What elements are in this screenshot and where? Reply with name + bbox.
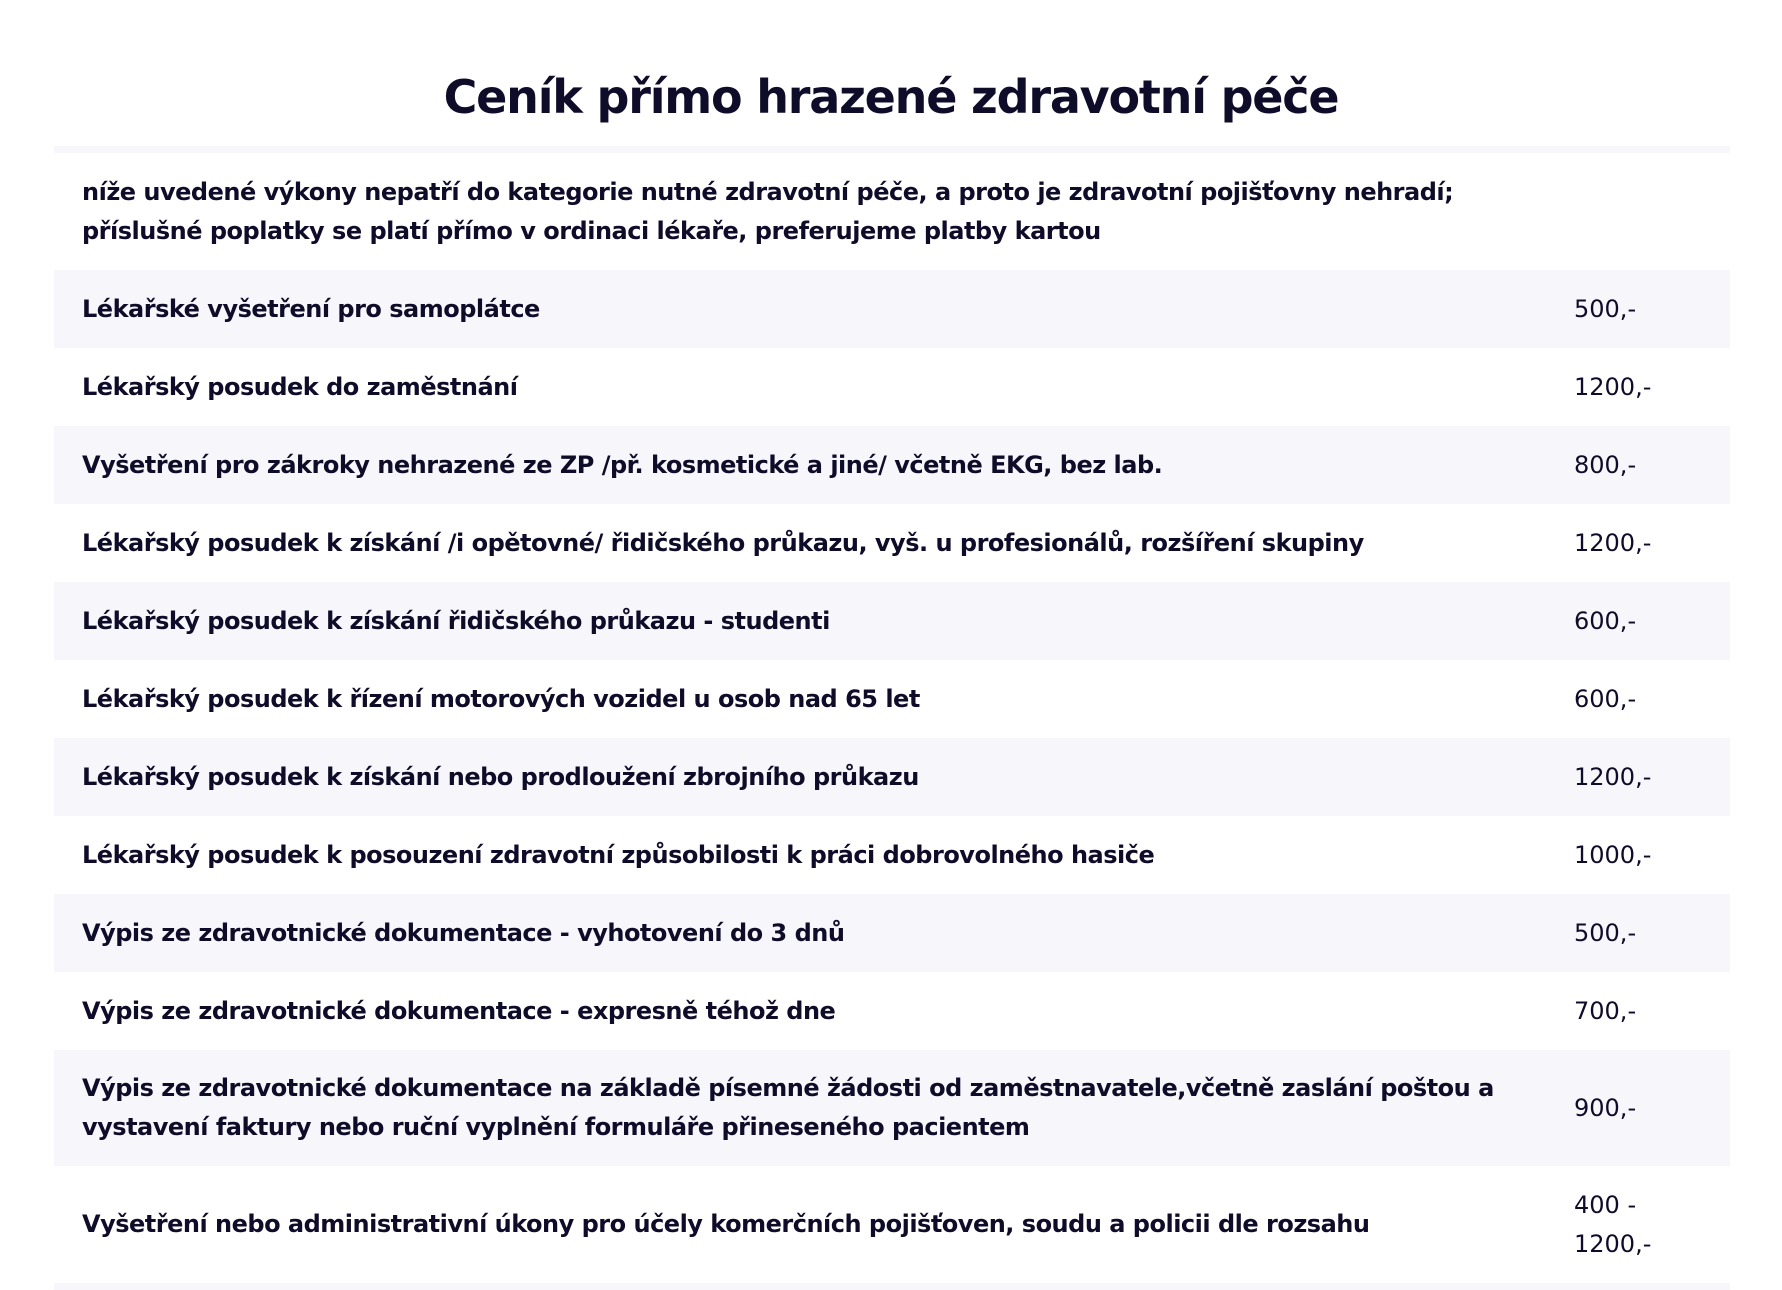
service-price: 900,- xyxy=(1574,1050,1730,1166)
intro-note xyxy=(54,153,1730,270)
table-row xyxy=(54,348,1730,426)
service-name: Lékařský posudek k řízení motorových vozidel u osob nad 65 let xyxy=(54,660,1574,738)
table-row xyxy=(54,582,1730,660)
table-bottom-edge xyxy=(54,1283,1730,1290)
service-name: Lékařský posudek k získání řidičského průkazu - studenti xyxy=(54,582,1574,660)
service-price: 800,- xyxy=(1574,426,1730,504)
intro-line-2: příslušné poplatky se platí přímo v ordinaci lékaře, preferujeme platby kartou xyxy=(82,216,1101,245)
table-row xyxy=(54,972,1730,1050)
service-price: 600,- xyxy=(1574,582,1730,660)
service-price: 1000,- xyxy=(1574,816,1730,894)
service-name: Lékařský posudek k získání nebo prodloužení zbrojního průkazu xyxy=(54,738,1574,816)
service-name: Výpis ze zdravotnické dokumentace - vyhotovení do 3 dnů xyxy=(54,894,1574,972)
service-name: Vyšetření nebo administrativní úkony pro účely komerčních pojišťoven, soudu a policii dle rozsahu xyxy=(54,1166,1574,1283)
table-row xyxy=(54,504,1730,582)
service-name: Lékařské vyšetření pro samoplátce xyxy=(54,270,1574,348)
page-title: Ceník přímo hrazené zdravotní péče xyxy=(443,70,1339,124)
table-row xyxy=(54,738,1730,816)
table-row xyxy=(54,1166,1730,1283)
service-name: Lékařský posudek k získání /i opětovné/ řidičského průkazu, vyš. u profesionálů, rozšíření skupiny xyxy=(54,504,1574,582)
table-row xyxy=(54,270,1730,348)
service-price: 1200,- xyxy=(1574,348,1730,426)
table-row xyxy=(54,816,1730,894)
price-table xyxy=(54,146,1730,1290)
intro-row xyxy=(54,153,1730,270)
service-name: Lékařský posudek do zaměstnání xyxy=(54,348,1574,426)
price-range-to: 1200,- xyxy=(1574,1229,1652,1258)
table-top-edge xyxy=(54,146,1730,153)
price-range-from: 400 - xyxy=(1574,1190,1637,1219)
service-price: 1200,- xyxy=(1574,504,1730,582)
service-price: 500,- xyxy=(1574,894,1730,972)
service-name: Výpis ze zdravotnické dokumentace - expresně téhož dne xyxy=(54,972,1574,1050)
service-price: 500,- xyxy=(1574,270,1730,348)
service-price: 700,- xyxy=(1574,972,1730,1050)
service-name: Lékařský posudek k posouzení zdravotní způsobilosti k práci dobrovolného hasiče xyxy=(54,816,1574,894)
service-name: Výpis ze zdravotnické dokumentace na základě písemné žádosti od zaměstnavatele,včetně zaslání poštou a vystavení faktury nebo ruční vyplnění formuláře přineseného pacientem xyxy=(54,1050,1574,1166)
service-price: 1200,- xyxy=(1574,738,1730,816)
service-price: 600,- xyxy=(1574,660,1730,738)
intro-line-1: níže uvedené výkony nepatří do kategorie nutné zdravotní péče, a proto je zdravotní pojišťovny nehradí; xyxy=(82,177,1454,206)
service-price-range xyxy=(1574,1166,1730,1283)
table-row xyxy=(54,660,1730,738)
service-name: Vyšetření pro zákroky nehrazené ze ZP /př. kosmetické a jiné/ včetně EKG, bez lab. xyxy=(54,426,1574,504)
table-row xyxy=(54,426,1730,504)
table-row xyxy=(54,894,1730,972)
table-row xyxy=(54,1050,1730,1166)
